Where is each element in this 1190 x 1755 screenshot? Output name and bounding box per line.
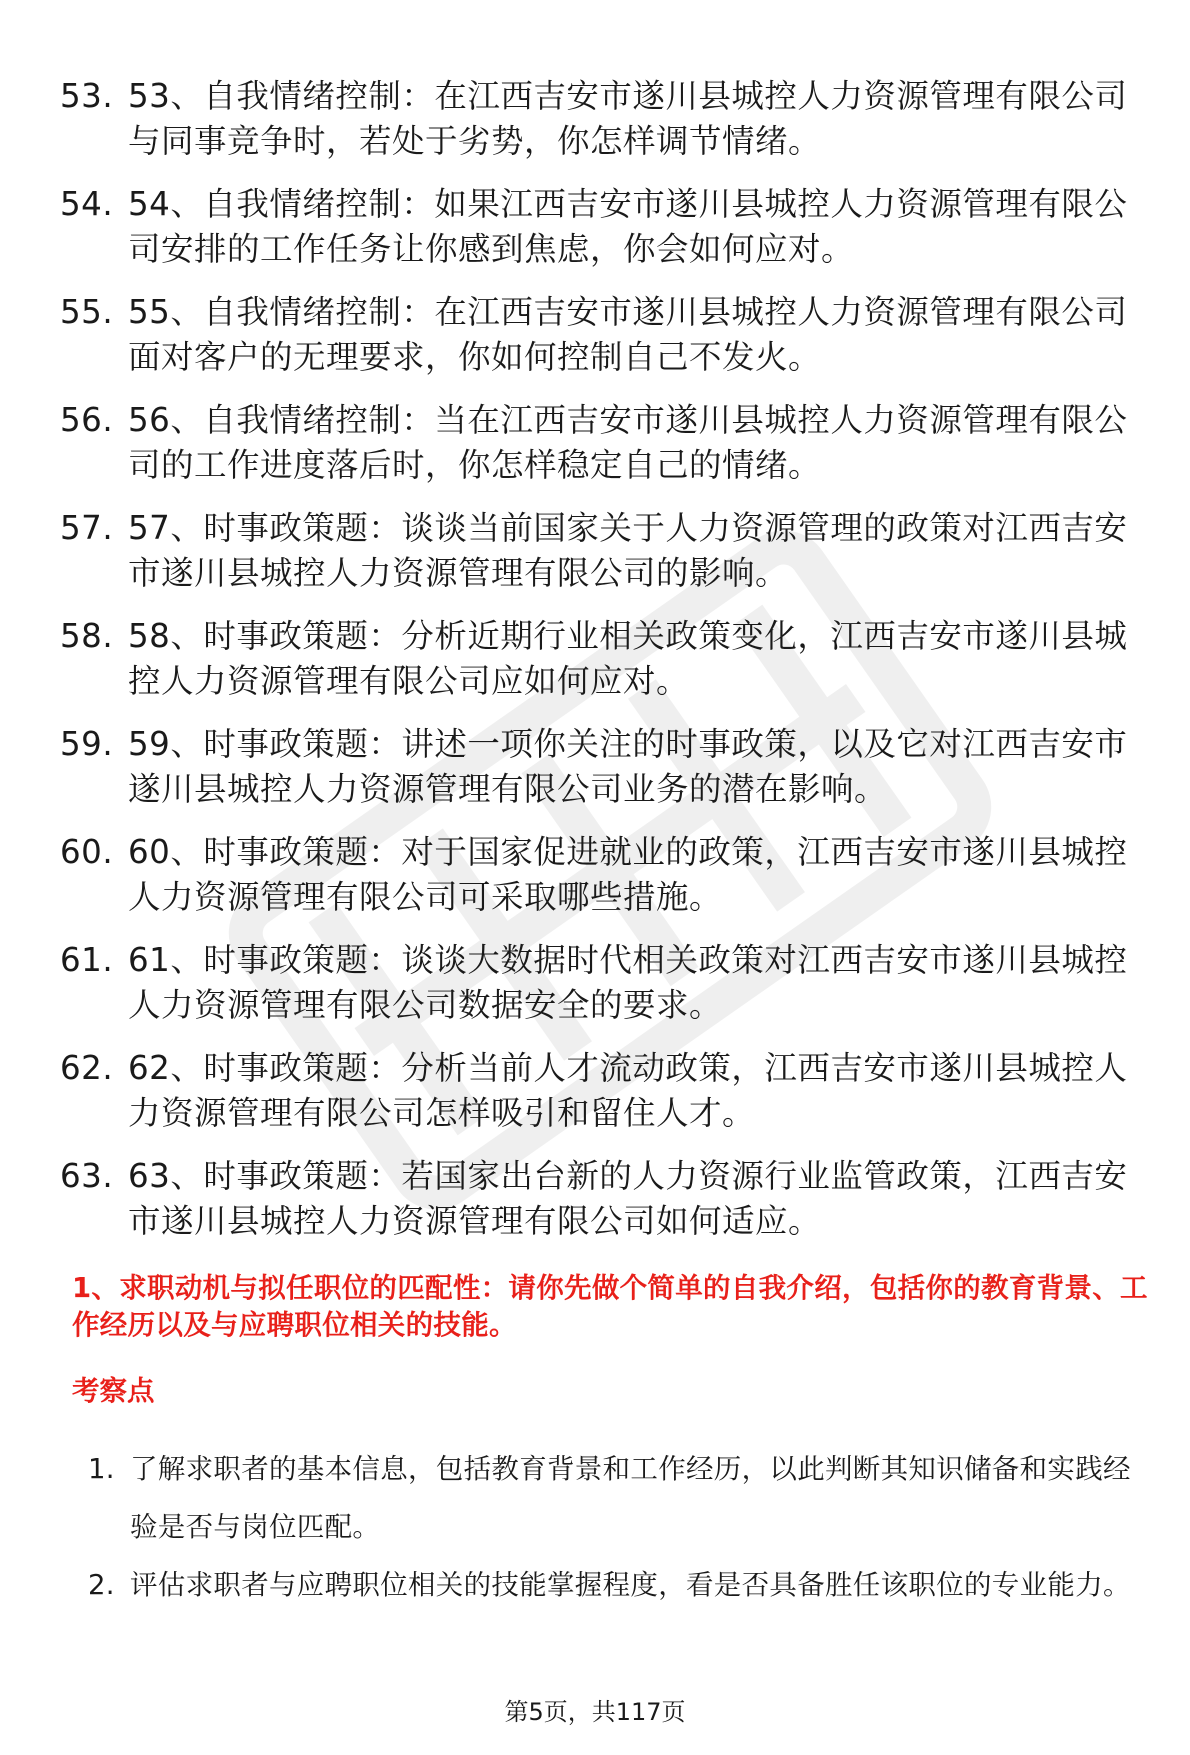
list-item-text: 了解求职者的基本信息，包括教育背景和工作经历，以此判断其知识储备和实践经验是否与岗位匹配。 (130, 1453, 1131, 1543)
list-item-text: 53、自我情绪控制：在江西吉安市遂川县城控人力资源管理有限公司与同事竞争时，若处于劣势，你怎样调节情绪。 (128, 77, 1128, 160)
list-item (60, 830, 1160, 938)
list-item (60, 398, 1160, 506)
assessment-points-list (88, 1440, 1160, 1614)
list-item-number: 55. (60, 293, 114, 331)
list-item-text: 58、时事政策题：分析近期行业相关政策变化，江西吉安市遂川县城控人力资源管理有限公司应如何应对。 (128, 617, 1128, 700)
list-item-number: 57. (60, 509, 114, 547)
list-item-number: 59. (60, 725, 114, 763)
assessment-points-label: 考察点 (72, 1375, 155, 1407)
list-item-text: 54、自我情绪控制：如果江西吉安市遂川县城控人力资源管理有限公司安排的工作任务让你感到焦虑，你会如何应对。 (128, 185, 1128, 268)
list-item-number: 54. (60, 185, 114, 223)
list-item-text: 63、时事政策题：若国家出台新的人力资源行业监管政策，江西吉安市遂川县城控人力资源管理有限公司如何适应。 (128, 1157, 1128, 1240)
list-item-text: 62、时事政策题：分析当前人才流动政策，江西吉安市遂川县城控人力资源管理有限公司怎样吸引和留住人才。 (128, 1049, 1128, 1132)
question-list (60, 74, 1160, 1262)
list-item-number: 2. (88, 1569, 115, 1601)
list-item (60, 506, 1160, 614)
list-item (60, 722, 1160, 830)
list-item-text: 评估求职者与应聘职位相关的技能掌握程度，看是否具备胜任该职位的专业能力。 (130, 1569, 1131, 1601)
list-item (88, 1556, 1160, 1614)
list-item-number: 63. (60, 1157, 114, 1195)
list-item-text: 61、时事政策题：谈谈大数据时代相关政策对江西吉安市遂川县城控人力资源管理有限公司数据安全的要求。 (128, 941, 1128, 1024)
list-item (60, 182, 1160, 290)
list-item-text: 60、时事政策题：对于国家促进就业的政策，江西吉安市遂川县城控人力资源管理有限公司可采取哪些措施。 (128, 833, 1128, 916)
list-item-number: 60. (60, 833, 114, 871)
list-item (60, 290, 1160, 398)
list-item-number: 62. (60, 1049, 114, 1087)
list-item-number: 56. (60, 401, 114, 439)
list-item (60, 614, 1160, 722)
list-item-text: 56、自我情绪控制：当在江西吉安市遂川县城控人力资源管理有限公司的工作进度落后时，你怎样稳定自己的情绪。 (128, 401, 1128, 484)
list-item (60, 1154, 1160, 1262)
list-item (88, 1440, 1160, 1556)
list-item-number: 1. (88, 1453, 115, 1485)
list-item-number: 58. (60, 617, 114, 655)
list-item (60, 938, 1160, 1046)
list-item-text: 55、自我情绪控制：在江西吉安市遂川县城控人力资源管理有限公司面对客户的无理要求，你如何控制自己不发火。 (128, 293, 1128, 376)
list-item-number: 53. (60, 77, 114, 115)
list-item-text: 59、时事政策题：讲述一项你关注的时事政策，以及它对江西吉安市遂川县城控人力资源管理有限公司业务的潜在影响。 (128, 725, 1128, 808)
list-item-number: 61. (60, 941, 114, 979)
page-indicator: 第5页，共117页 (504, 1698, 686, 1726)
question-heading: 1、求职动机与拟任职位的匹配性：请你先做个简单的自我介绍，包括你的教育背景、工作经历以及与应聘职位相关的技能。 (72, 1272, 1148, 1341)
list-item (60, 74, 1160, 182)
list-item (60, 1046, 1160, 1154)
list-item-text: 57、时事政策题：谈谈当前国家关于人力资源管理的政策对江西吉安市遂川县城控人力资源管理有限公司的影响。 (128, 509, 1128, 592)
